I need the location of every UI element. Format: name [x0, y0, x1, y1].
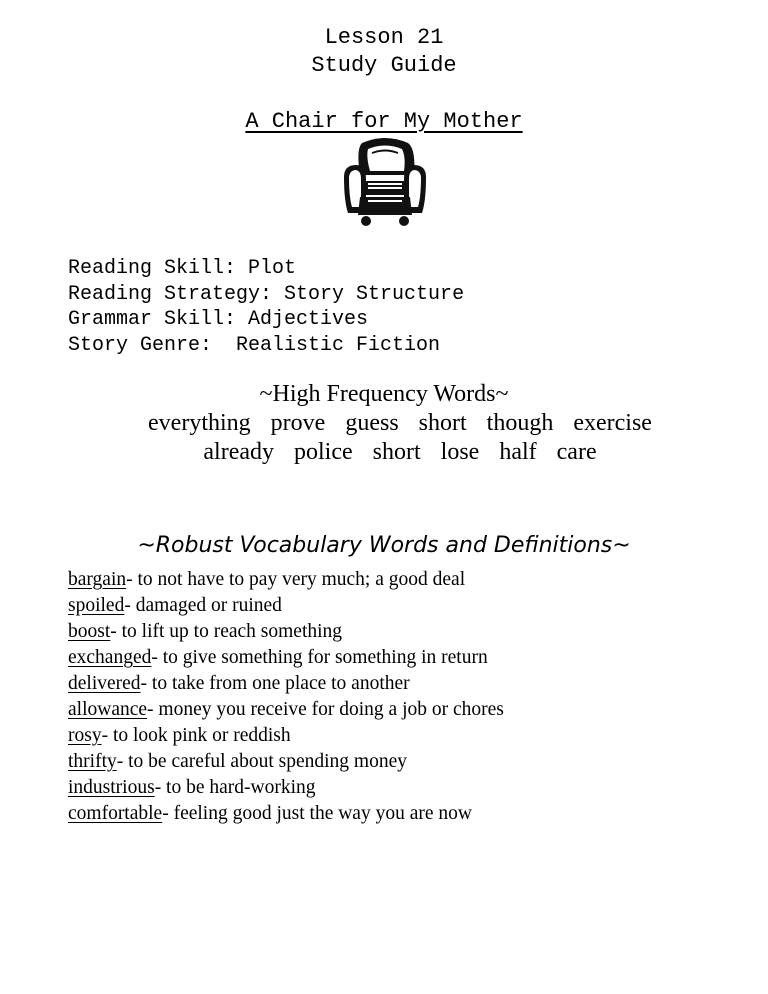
- vocab-word: industrious: [68, 777, 155, 798]
- high-frequency-row: [0, 409, 768, 438]
- vocab-definition: - to give something for something in return: [151, 647, 488, 668]
- vocab-item: [68, 801, 504, 827]
- vocab-word: spoiled: [68, 595, 125, 616]
- vocab-definition: - to lift up to reach something: [110, 621, 343, 642]
- vocab-item: [68, 749, 504, 775]
- skill-reading: Reading Skill: Plot: [68, 257, 297, 280]
- vocab-definition: - money you receive for doing a job or chores: [147, 699, 504, 720]
- vocab-item: [68, 775, 504, 801]
- vocab-item: [68, 697, 504, 723]
- hf-word: half: [499, 439, 537, 465]
- high-frequency-row: [0, 438, 768, 467]
- vocab-word: thrifty: [68, 751, 117, 772]
- vocab-word: delivered: [68, 673, 141, 694]
- vocabulary-heading: ~Robust Vocabulary Words and Definitions~: [137, 533, 631, 558]
- skill-strategy: Reading Strategy: Story Structure: [68, 282, 465, 306]
- hf-word: exercise: [573, 410, 652, 436]
- vocab-definition: - to be hard-working: [154, 777, 316, 798]
- vocab-item: [68, 619, 504, 645]
- skill-grammar: Grammar Skill: Adjectives: [68, 308, 369, 331]
- hf-word: already: [203, 439, 275, 465]
- vocab-item: [68, 593, 504, 619]
- vocab-definition: - feeling good just the way you are now: [162, 803, 472, 824]
- vocab-word: boost: [68, 621, 111, 642]
- hf-word: care: [556, 439, 597, 465]
- vocab-definition: - to look pink or reddish: [101, 725, 291, 746]
- vocab-word: comfortable: [68, 803, 163, 824]
- hf-word: guess: [345, 410, 399, 436]
- vocabulary-list: [68, 567, 504, 827]
- vocab-definition: - to be careful about spending money: [116, 751, 407, 772]
- story-title-text: A Chair for My Mother: [245, 109, 523, 134]
- hf-word: everything: [148, 410, 251, 436]
- vocab-item: [68, 645, 504, 671]
- hf-word: short: [418, 410, 467, 436]
- vocab-item: [68, 723, 504, 749]
- hf-word: short: [372, 439, 421, 465]
- high-frequency-heading: ~High Frequency Words~: [259, 381, 509, 407]
- armchair-icon: [340, 135, 430, 230]
- vocab-definition: - to take from one place to another: [140, 673, 410, 694]
- vocab-definition: - damaged or ruined: [124, 595, 282, 616]
- vocab-definition: - to not have to pay very much; a good deal: [126, 569, 466, 590]
- skills-list: [68, 256, 464, 358]
- hf-word: prove: [270, 410, 326, 436]
- hf-word: lose: [440, 439, 480, 465]
- vocab-word: exchanged: [68, 647, 152, 668]
- hf-word: though: [486, 410, 554, 436]
- skill-genre: Story Genre: Realistic Fiction: [68, 333, 441, 357]
- vocab-item: [68, 567, 504, 593]
- vocab-word: rosy: [68, 725, 102, 746]
- story-title: [0, 108, 768, 136]
- lesson-number: Lesson 21: [324, 25, 444, 50]
- document-subtitle: Study Guide: [311, 53, 457, 78]
- vocab-word: allowance: [68, 699, 148, 720]
- vocab-word: bargain: [68, 569, 127, 590]
- hf-word: police: [294, 439, 353, 465]
- vocab-item: [68, 671, 504, 697]
